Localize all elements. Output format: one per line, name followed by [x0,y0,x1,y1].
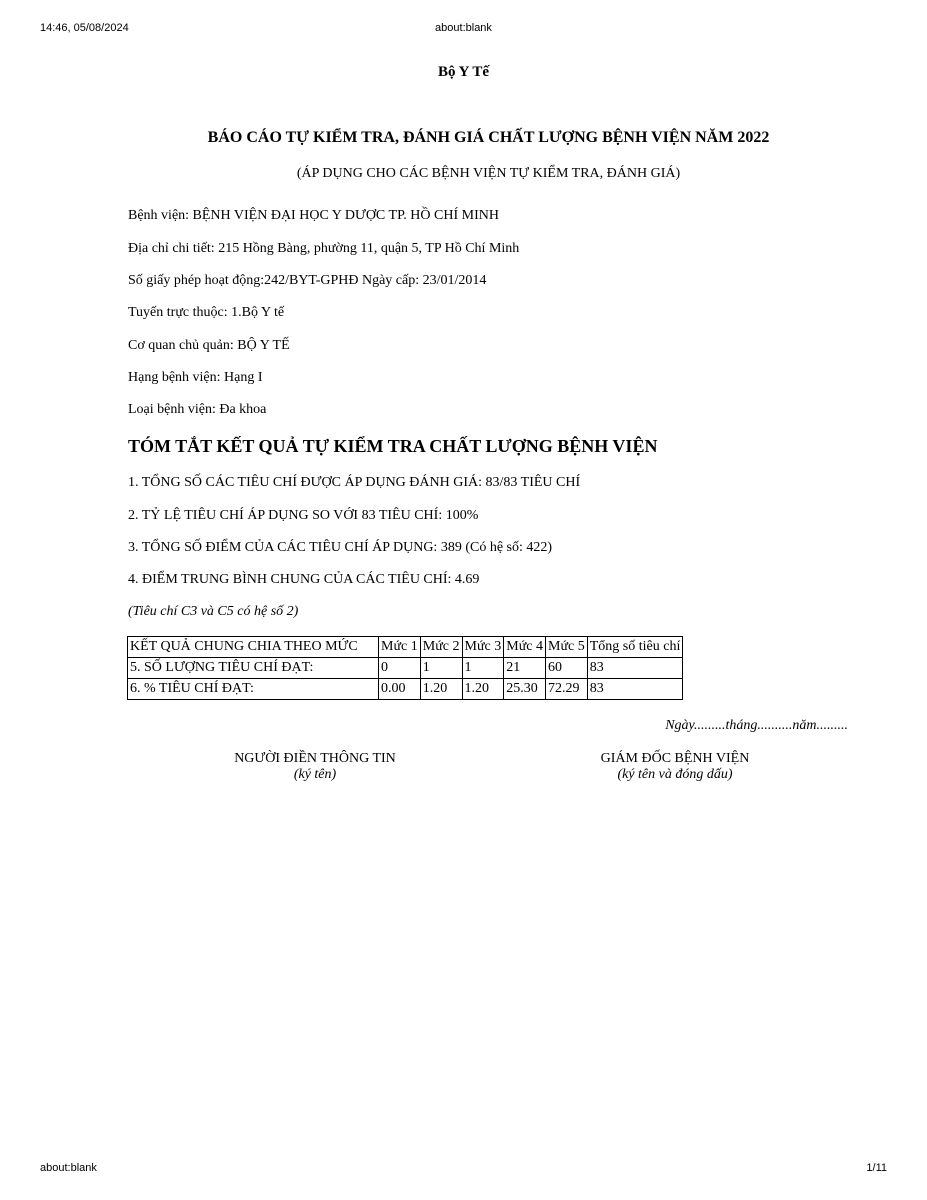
table-row [128,679,683,700]
table-cell: 83 [587,658,683,679]
print-url: about:blank [435,22,492,34]
page-number: 1/11 [866,1162,887,1174]
report-title: BÁO CÁO TỰ KIỂM TRA, ĐÁNH GIÁ CHẤT LƯỢNG BỆNH VIỆN NĂM 2022 [207,129,770,146]
print-datetime: 14:46, 05/08/2024 [40,22,129,34]
footer-url: about:blank [40,1162,97,1174]
table-cell: 60 [546,658,588,679]
info-governing-body: Cơ quan chủ quản: BỘ Y TẾ [128,338,290,353]
table-cell: 1.20 [462,679,504,700]
coefficient-note: (Tiêu chí C3 và C5 có hệ số 2) [128,604,299,619]
signature-block-director [580,751,770,783]
info-address: Địa chỉ chi tiết: 215 Hồng Bàng, phường 11, quận 5, TP Hồ Chí Minh [128,241,520,256]
table-cell: 1.20 [420,679,462,700]
info-hospital-type: Loại bệnh viện: Đa khoa [128,402,267,417]
summary-item-total-score: 3. TỔNG SỐ ĐIỂM CỦA CÁC TIÊU CHÍ ÁP DỤNG: 389 (Có hệ số: 422) [128,540,553,555]
table-cell: 1 [420,658,462,679]
table-header-cell: Mức 2 [420,637,462,658]
summary-item-average-score: 4. ĐIỂM TRUNG BÌNH CHUNG CỦA CÁC TIÊU CHÍ: 4.69 [128,572,480,587]
table-cell: 0 [379,658,421,679]
info-line-level: Tuyến trực thuộc: 1.Bộ Y tế [128,305,285,320]
table-cell: 72.29 [546,679,588,700]
table-header-cell: KẾT QUẢ CHUNG CHIA THEO MỨC [128,637,379,658]
table-cell: 6. % TIÊU CHÍ ĐẠT: [128,679,379,700]
table-cell: 25.30 [504,679,546,700]
table-header-cell: Mức 1 [379,637,421,658]
info-license: Số giấy phép hoạt động:242/BYT-GPHĐ Ngày cấp: 23/01/2014 [128,273,487,288]
print-header [40,22,887,38]
summary-item-ratio: 2. TỶ LỆ TIÊU CHÍ ÁP DỤNG SO VỚI 83 TIÊU CHÍ: 100% [128,508,479,523]
table-cell: 0.00 [379,679,421,700]
table-header-cell: Mức 3 [462,637,504,658]
table-row [128,658,683,679]
table-cell: 1 [462,658,504,679]
results-table [127,636,683,700]
table-header-cell: Mức 5 [546,637,588,658]
report-subtitle: (ÁP DỤNG CHO CÁC BỆNH VIỆN TỰ KIỂM TRA, ĐÁNH GIÁ) [296,166,681,181]
info-hospital-rank: Hạng bệnh viện: Hạng I [128,370,263,385]
signature-role: GIÁM ĐỐC BỆNH VIỆN [600,751,750,766]
table-header-cell: Mức 4 [504,637,546,658]
date-line: Ngày.........tháng..........năm......... [665,718,848,733]
signature-note: (ký tên và đóng dấu) [617,767,733,782]
signature-note: (ký tên) [293,767,337,782]
signature-role: NGƯỜI ĐIỀN THÔNG TIN [234,751,396,766]
signature-block-informant [220,751,410,783]
table-header-row [128,637,683,658]
ministry-name: Bộ Y Tế [437,64,490,80]
table-cell: 83 [587,679,683,700]
summary-heading: TÓM TẮT KẾT QUẢ TỰ KIỂM TRA CHẤT LƯỢNG BỆNH VIỆN [128,436,658,456]
info-hospital-name: Bệnh viện: BỆNH VIỆN ĐẠI HỌC Y DƯỢC TP. HỒ CHÍ MINH [128,208,499,223]
table-cell: 5. SỐ LƯỢNG TIÊU CHÍ ĐẠT: [128,658,379,679]
print-footer [40,1162,887,1178]
table-header-cell: Tổng số tiêu chí [587,637,683,658]
table-cell: 21 [504,658,546,679]
summary-item-total-criteria: 1. TỔNG SỐ CÁC TIÊU CHÍ ĐƯỢC ÁP DỤNG ĐÁNH GIÁ: 83/83 TIÊU CHÍ [128,475,581,490]
